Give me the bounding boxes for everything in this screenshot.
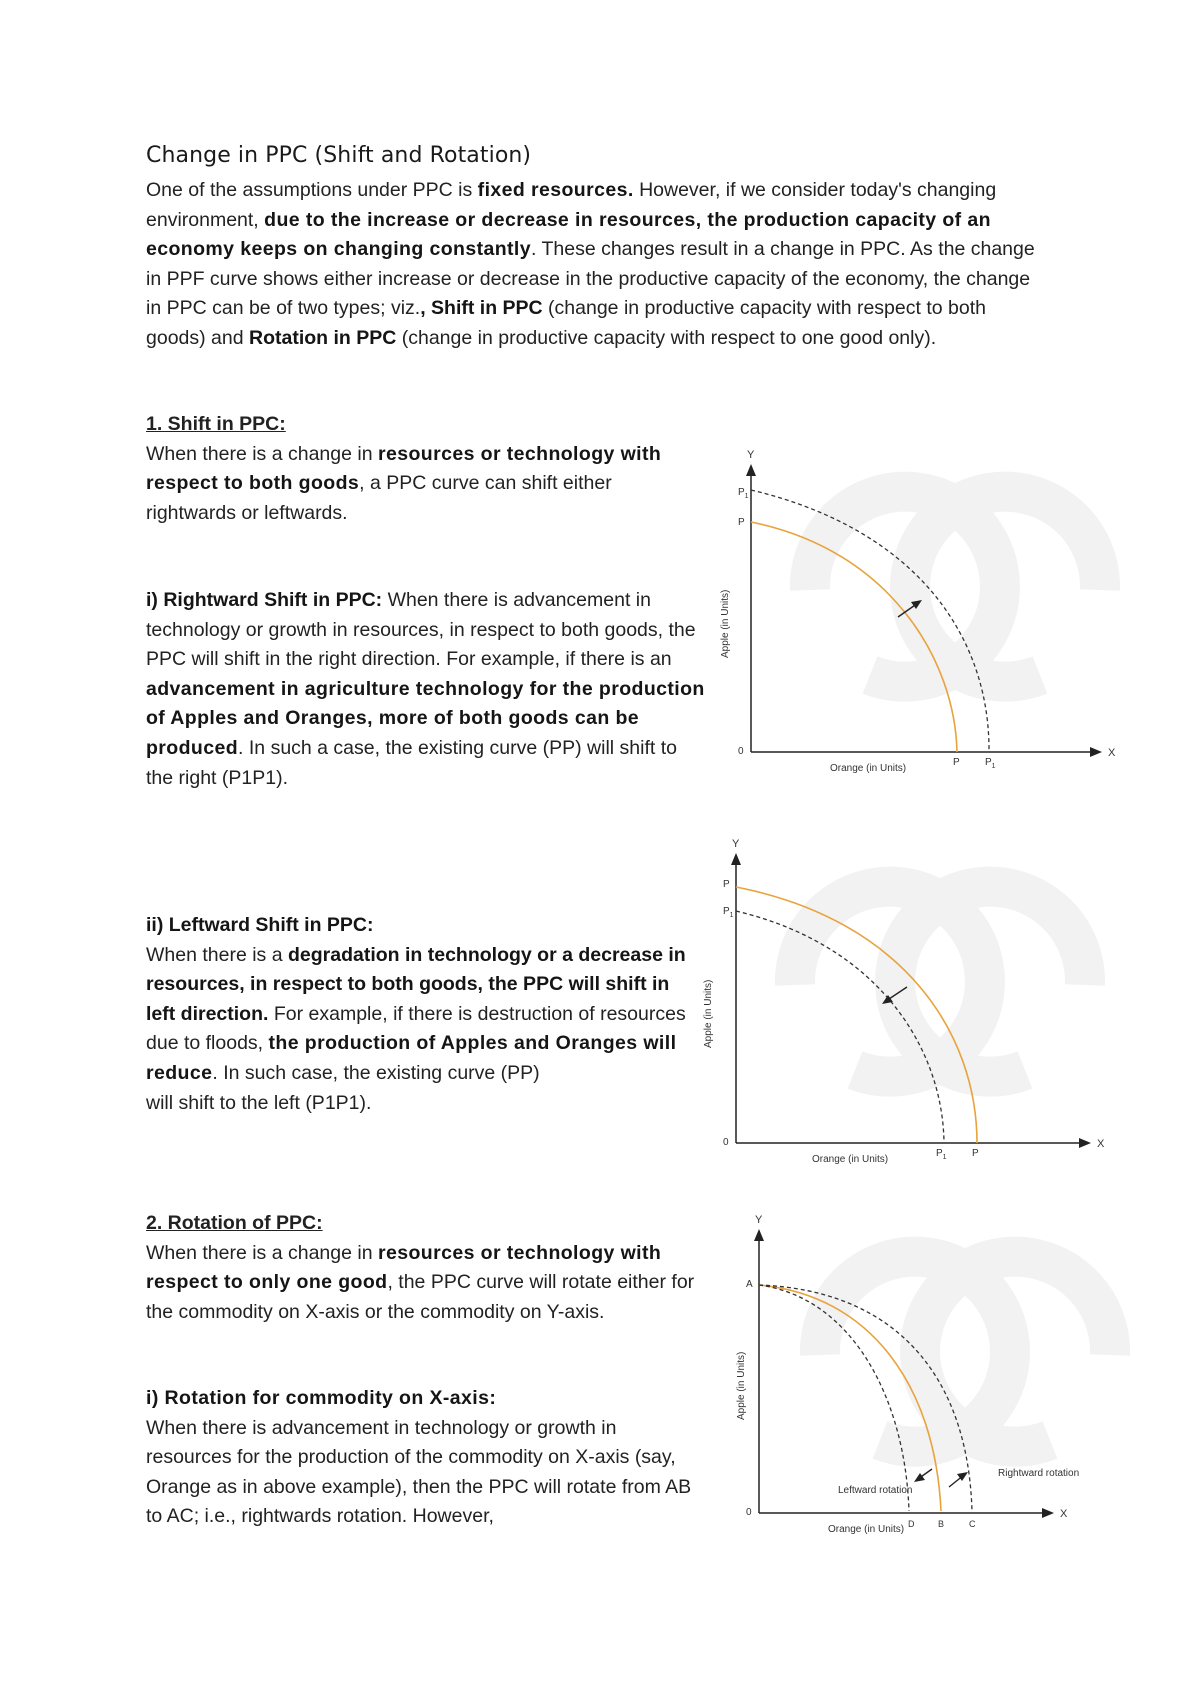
page-title: Change in PPC (Shift and Rotation) [146,143,532,168]
leftward-shift-heading: ii) Leftward Shift in PPC: [146,914,374,936]
rotation-text: , the PPC curve will rotate either for the commodity on X-axis or the commodity on Y-axis. [146,1271,695,1323]
point-c-label: C [969,1519,976,1529]
rotation-x-heading: i) Rotation for commodity on X-axis: [146,1387,497,1409]
origin-label: 0 [723,1137,729,1148]
p-top-label: P [738,517,745,528]
x-axis-arrow [1079,1138,1091,1148]
watermark-shape [820,1257,1110,1447]
y-axis-label: Y [732,838,740,850]
intro-text: (change in productive capacity with respect to one good only). [396,326,937,349]
leftward-rotation-label: Leftward rotation [838,1485,913,1496]
intro-text: One of the assumptions under PPC is [146,179,478,201]
rotation-diagram [710,1205,1130,1545]
p-top-label: P [723,879,730,890]
leftward-shift-text: . In such case, the existing curve (PP) [212,1061,540,1084]
apple-axis-title: Apple (in Units) [720,589,731,658]
p-right-label: P [972,1148,979,1159]
shift-text: , a PPC curve can shift either rightwards or leftwards. [146,472,612,524]
rotation-section [146,1209,706,1327]
intro-text: However, if we consider today's changing environment, [146,179,997,231]
leftward-shift-bold: the production of Apples and Oranges will reduce [146,1032,677,1084]
leftward-shift-text: When there is a [146,943,288,966]
intro-text: . These changes result in a change in PPC. As the change in PPF curve shows either increase or decrease in the productive capacity of the economy, the change in PPC can be of two types; viz. [146,238,1035,320]
shift-heading: 1. Shift in PPC: [146,413,286,435]
rightward-shift-text: When there is advancement in technology or growth in resources, in respect to both goods, the PPC will shift in the right direction. For example, if there is an [146,589,696,671]
orange-axis-title: Orange (in Units) [812,1154,889,1165]
shift-text: When there is a change in [146,442,378,465]
p1-right-label: $P_1$ [985,757,996,770]
rotation-heading: 2. Rotation of PPC: [146,1212,323,1234]
apple-axis-title: Apple (in Units) [703,979,714,1048]
origin-label: 0 [738,746,744,757]
apple-axis-title: Apple (in Units) [736,1351,747,1420]
intro-bold: , Shift in PPC [420,297,543,320]
x-axis-arrow [1042,1508,1054,1518]
point-b-label: B [938,1519,945,1529]
leftward-shift-text: For example, if there is destruction of resources due to floods, [146,1002,686,1055]
p1-top-label: $P_1$ [738,487,749,500]
y-axis-arrow [731,853,741,865]
intro-bold: fixed resources. [477,179,634,201]
orange-axis-title: Orange (in Units) [828,1524,905,1535]
p1-right-label: $P_1$ [936,1148,947,1161]
x-axis-arrow [1090,747,1102,757]
leftward-shift-bold: degradation in technology or a decrease in resources, in respect to both goods, the PPC will shift in left direction. [146,943,686,1025]
leftward-shift-section [146,911,686,1118]
p1-top-label: $P_1$ [723,906,734,919]
rightward-shift-heading: i) Rightward Shift in PPC: [146,589,383,611]
orange-axis-title: Orange (in Units) [830,763,907,774]
point-d-label: D [908,1519,915,1529]
rotation-bold: resources or technology with respect to only one good [146,1241,662,1294]
shift-section [146,410,706,528]
x-axis-label: X [1097,1138,1105,1150]
intro-paragraph [146,176,1046,354]
watermark-shape [810,492,1100,682]
rightward-shift-section [146,586,706,793]
intro-bold: due to the increase or decrease in resources, the production capacity of an economy keeps on changing constantly [146,208,991,261]
rightward-shift-bold: advancement in agriculture technology for the production of Apples and Oranges, more of both goods can be produced [146,677,705,759]
leftward-shift-text: will shift to the left (P1P1). [146,1091,372,1114]
intro-bold: Rotation in PPC [249,326,397,349]
point-a-label: A [746,1279,753,1290]
rotation-x-section [146,1384,706,1532]
rightward-shift-diagram [700,440,1120,780]
p-right-label: P [953,757,960,768]
shift-bold: resources or technology with respect to both goods [146,442,662,495]
x-axis-label: X [1060,1508,1068,1520]
origin-label: 0 [746,1507,752,1518]
y-axis-label: Y [755,1214,763,1226]
y-axis-arrow [746,464,756,476]
leftward-shift-diagram [685,835,1105,1175]
intro-text: (change in productive capacity with respect to both goods) and [146,297,986,349]
y-axis-arrow [754,1229,764,1241]
rotation-text: When there is a change in [146,1241,378,1264]
rightward-shift-text: . In such a case, the existing curve (PP) will shift to the right (P1P1). [146,736,677,789]
y-axis-label: Y [747,449,755,461]
watermark-shape [795,887,1085,1077]
rightward-rotation-label: Rightward rotation [998,1468,1080,1479]
x-axis-label: X [1108,747,1116,759]
rotation-x-text: When there is advancement in technology or growth in resources for the production of the commodity on X-axis (say, Orange as in above example), then the PPC will rotate from AB to AC; i.e., rightwards rotation. However, [146,1416,692,1528]
